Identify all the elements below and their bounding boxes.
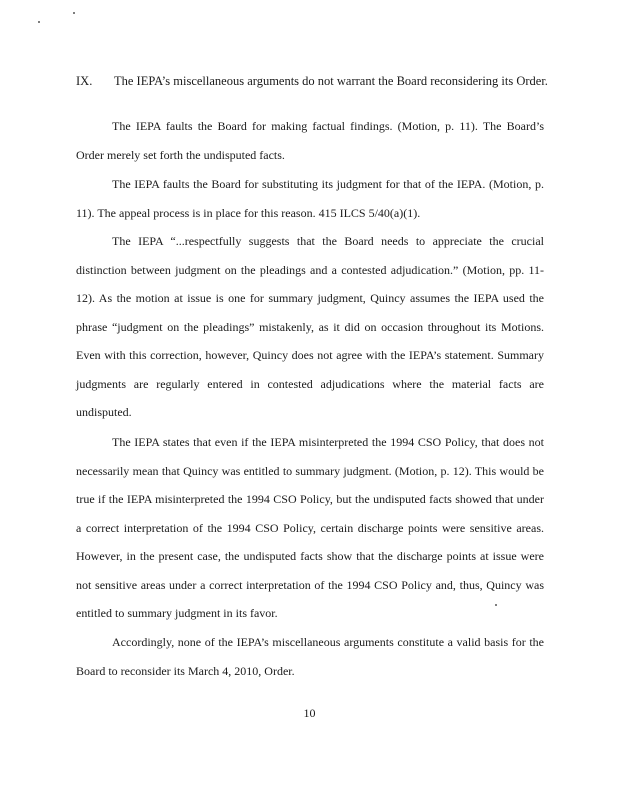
paragraph-1 bbox=[76, 112, 544, 169]
page-number: 10 bbox=[303, 706, 316, 720]
scan-speck bbox=[38, 21, 40, 23]
section-title: The IEPA’s miscellaneous arguments do not warrant the Board reconsidering its Order. bbox=[114, 74, 548, 88]
paragraph-2 bbox=[76, 170, 544, 227]
section-number: IX. bbox=[76, 74, 93, 88]
paragraph-text: The IEPA “...respectfully suggests that the Board needs to appreciate the crucial distinction between judgment on the pleadings and a contested adjudication.” (Motion, pp. 11-12). As the motion at issue is one for summary judgment, Quincy assumes the IEPA used the phrase “judgment on the pleadings” mistakenly, as it did on occasion throughout its Motions. Even with this correction, however, Quincy does not agree with the IEPA’s statement. Summary judgments are regularly entered in contested adjudications where the material facts are undisputed. bbox=[76, 234, 544, 419]
paragraph-4 bbox=[76, 428, 544, 628]
paragraph-text: The IEPA states that even if the IEPA misinterpreted the 1994 CSO Policy, that does not necessarily mean that Quincy was entitled to summary judgment. (Motion, p. 12). This would be true if the IEPA misinterpreted the 1994 CSO Policy, but the undisputed facts showed that under a correct interpretation of the 1994 CSO Policy, certain discharge points were sensitive areas. However, in the present case, the undisputed facts show that the discharge points at issue were not sensitive areas under a correct interpretation of the 1994 CSO Policy and, thus, Quincy was entitled to summary judgment in its favor. bbox=[76, 435, 544, 620]
paragraph-text: Accordingly, none of the IEPA’s miscellaneous arguments constitute a valid basis for the Board to reconsider its March 4, 2010, Order. bbox=[76, 635, 544, 678]
scan-speck bbox=[73, 12, 75, 14]
paragraph-text: The IEPA faults the Board for making factual findings. (Motion, p. 11). The Board’s Order merely set forth the undisputed facts. bbox=[76, 119, 544, 162]
paragraph-5 bbox=[76, 628, 544, 685]
paragraph-text: The IEPA faults the Board for substituting its judgment for that of the IEPA. (Motion, p. 11). The appeal process is in place for this reason. 415 ILCS 5/40(a)(1). bbox=[76, 177, 544, 220]
paragraph-3 bbox=[76, 227, 544, 427]
